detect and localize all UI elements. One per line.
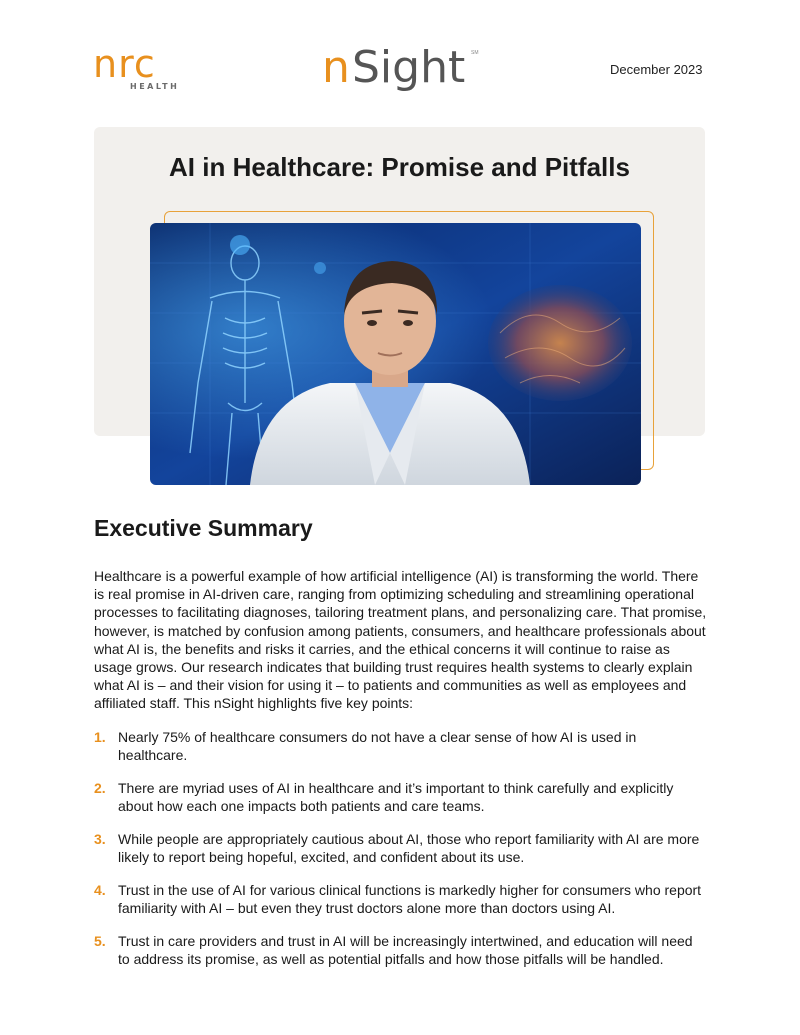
nsight-logo xyxy=(322,44,492,104)
service-mark: SM xyxy=(471,50,479,56)
nrc-logo-subtitle: HEALTH xyxy=(130,82,180,91)
list-item-text: Trust in care providers and trust in AI will be increasingly intertwined, and education will need to address its promise, as well as potential pitfalls and how those pitfalls will be handled. xyxy=(118,933,693,967)
list-item xyxy=(94,779,708,815)
page-title: AI in Healthcare: Promise and Pitfalls xyxy=(169,152,630,182)
list-item xyxy=(94,881,708,917)
list-item xyxy=(94,932,708,968)
list-item-text: While people are appropriately cautious about AI, those who report familiarity with AI are more likely to report being hopeful, excited, and confident about its use. xyxy=(118,831,700,865)
list-item-number: 4. xyxy=(94,882,106,898)
list-item xyxy=(94,728,708,764)
list-item-number: 5. xyxy=(94,933,106,949)
list-item-number: 2. xyxy=(94,780,106,796)
list-item-text: Nearly 75% of healthcare consumers do not have a clear sense of how AI is used in healthcare. xyxy=(118,729,637,763)
nsight-logo-n: n xyxy=(322,42,350,93)
nrc-logo-mark: nrc xyxy=(93,42,156,86)
publication-date: December 2023 xyxy=(610,62,703,77)
section-heading: Executive Summary xyxy=(94,515,313,541)
list-item-number: 3. xyxy=(94,831,106,847)
list-item-text: Trust in the use of AI for various clinical functions is markedly higher for consumers who report familiarity with AI – but even they trust doctors alone more than doctors using AI. xyxy=(118,882,702,916)
list-item-text: There are myriad uses of AI in healthcare and it’s important to think carefully and explicitly about how each one impacts both patients and care teams. xyxy=(118,780,674,814)
nrc-health-logo xyxy=(93,44,183,94)
list-item xyxy=(94,830,708,866)
doctor-with-ai-hologram-image xyxy=(150,223,641,485)
key-points-list xyxy=(94,728,708,968)
intro-paragraph: Healthcare is a powerful example of how artificial intelligence (AI) is transforming the world. There is real promise in AI-driven care, ranging from optimizing scheduling and streamlining operational processes to facilitating diagnoses, tailoring treatment plans, and personalizing care. That promise, however, is matched by confusion among patients, consumers, and healthcare professionals about what AI is, the benefits and risks it carries, and the ethical concerns it will continue to raise as usage grows. Our research indicates that building trust requires health systems to clearly explain what AI is – and their vision for using it – to patients and communities as well as employees and affiliated staff. This nSight highlights five key points: xyxy=(94,568,707,712)
nsight-logo-text: Sight xyxy=(352,42,466,93)
list-item-number: 1. xyxy=(94,729,106,745)
